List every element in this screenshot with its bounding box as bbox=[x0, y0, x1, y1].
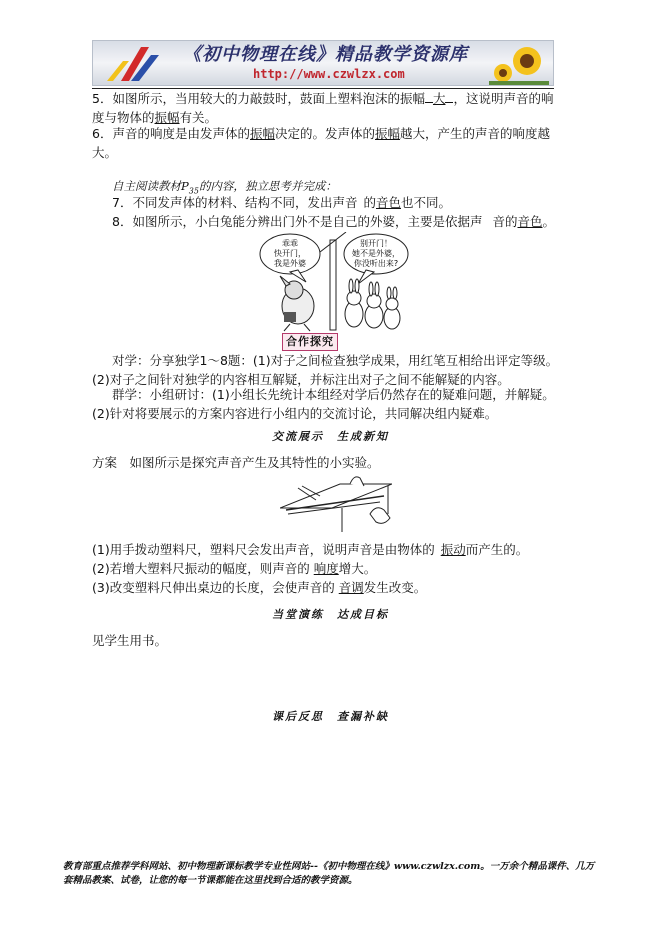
experiment-q1: (1)用手拨动塑料尺，塑料尺会发出声音，说明声音是由物体的 振动而产生的。 bbox=[92, 542, 529, 557]
page-footer: 教育部重点推荐学科网站、初中物理新课标教学专业性网站--《初中物理在线》www.czwlzx.com。一万余个精品课件、几万套精品教案、试卷，让您的每一节课都能在这里找到合适的教学资源。 bbox=[63, 861, 595, 886]
question-7: 7．不同发声体的材料、结构不同，发出声音 的音色也不同。 bbox=[112, 195, 452, 210]
header-banner bbox=[92, 40, 554, 86]
banner-title: 《初中物理在线》精品教学资源库 bbox=[183, 44, 468, 65]
bubble-right-line-2: 她不是外婆， bbox=[352, 249, 400, 258]
qunxue-paragraph: 群学：小组研讨：(1)小组长先统计本组经对学后仍然存在的疑难问题，并解疑。 (2)针对将要展示的方案内容进行小组内的交流讨论，共同解决组内疑难。 bbox=[92, 387, 555, 421]
see-student-book: 见学生用书。 bbox=[92, 633, 168, 648]
experiment-q3: (3)改变塑料尺伸出桌边的长度，会使声音的 音调发生改变。 bbox=[92, 580, 427, 595]
section-hezuo-tanjiu: 合作探究 bbox=[282, 333, 338, 351]
wolf-rabbit-cartoon bbox=[250, 232, 412, 332]
experiment-q2: (2)若增大塑料尺振动的幅度，则声音的 响度增大。 bbox=[92, 561, 377, 576]
bubble-right-line-1: 别开门！ bbox=[360, 239, 392, 248]
q6-answer-2: 振幅 bbox=[375, 126, 401, 141]
question-6: 6．声音的响度是由发声体的振幅决定的。发声体的振幅越大，产生的声音的响度越大。 bbox=[92, 126, 551, 160]
section-dangtang-yanlian: 当堂演练 达成目标 bbox=[272, 608, 389, 621]
exp1-answer: 振动 bbox=[440, 542, 466, 557]
question-5: 5．如图所示，当用较大的力敲鼓时，鼓面上塑料泡沫的振幅 大 ，这说明声音的响度与物体的振幅有关。 bbox=[92, 91, 554, 125]
section-kehou-fansi: 课后反思 查漏补缺 bbox=[272, 710, 389, 723]
q6-answer-1: 振幅 bbox=[249, 126, 275, 141]
ruler-experiment-figure bbox=[280, 474, 392, 534]
q5-answer-2: 振幅 bbox=[154, 110, 180, 125]
q7-answer-1: 音色 bbox=[375, 195, 401, 210]
bubble-right-line-3: 你没听出来? bbox=[353, 259, 399, 268]
bubble-left-line-3: 我是外婆 bbox=[274, 259, 306, 268]
q8-answer-1: 音色 bbox=[517, 214, 543, 229]
reading-instruction: 自主阅读教材$P_{35}$的内容，独立思考并完成： bbox=[112, 179, 337, 196]
site-logo-icon bbox=[101, 45, 161, 83]
exp3-answer: 音调 bbox=[338, 580, 364, 595]
sunflower-icon bbox=[489, 43, 549, 86]
q5-answer-1: 大 bbox=[432, 91, 446, 106]
fangan-paragraph: 方案 如图所示是探究声音产生及其特性的小实验。 bbox=[92, 455, 380, 470]
rabbits-figure bbox=[345, 279, 400, 329]
section-jiaoliu-zhanshi: 交流展示 生成新知 bbox=[272, 430, 389, 443]
bubble-left-line-2: 快开门， bbox=[274, 249, 306, 258]
bubble-left-line-1: 乖乖 bbox=[282, 239, 298, 248]
exp2-answer: 响度 bbox=[313, 561, 339, 576]
duixue-paragraph: 对学：分享独学1～8题：(1)对子之间检查独学成果，用红笔互相给出评定等级。(2)对子之间针对独学的内容相互解疑，并标注出对子之间不能解疑的内容。 bbox=[92, 353, 559, 387]
banner-url[interactable]: http://www.czwlzx.com bbox=[253, 67, 405, 81]
question-8: 8．如图所示，小白兔能分辨出门外不是自己的外婆，主要是依据声 音的音色。 bbox=[112, 214, 556, 229]
